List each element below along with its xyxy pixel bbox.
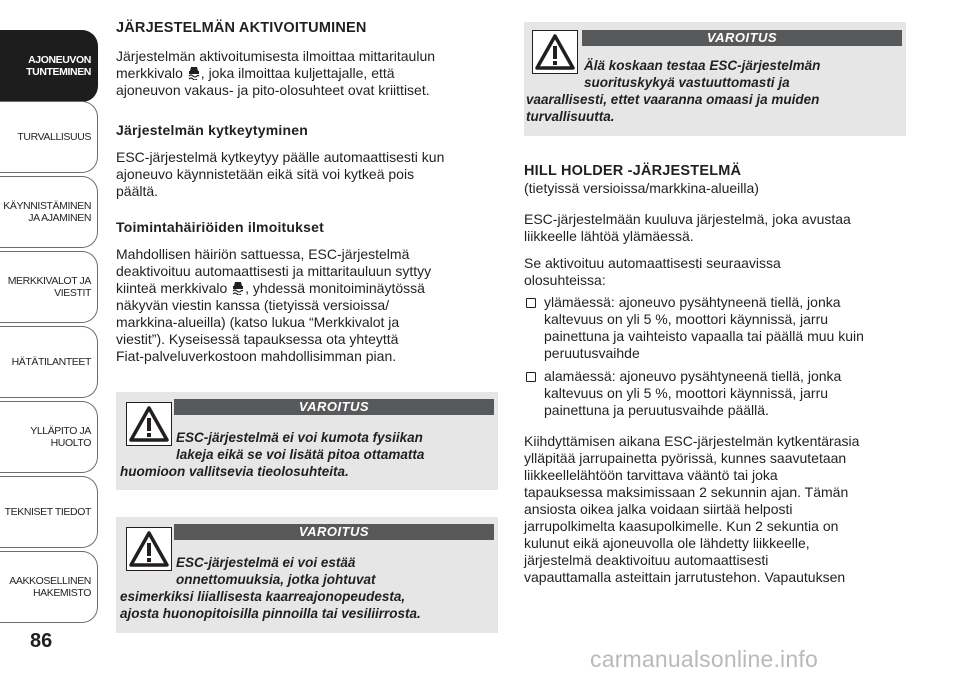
warning-text: huomioon vallitsevia tieolosuhteita. bbox=[120, 464, 349, 479]
intro-line bbox=[116, 65, 395, 82]
subsection-title: Järjestelmän kytkeytyminen bbox=[116, 122, 308, 138]
body-line: Se aktivoituu automaattisesti seuraavissa bbox=[524, 255, 781, 271]
body-line: päältä. bbox=[116, 183, 159, 199]
tab-kaynnistaminen[interactable] bbox=[0, 176, 98, 248]
chapter-sidebar bbox=[0, 0, 100, 678]
tab-tekniset-tiedot[interactable] bbox=[0, 476, 98, 548]
warning-text: ESC-järjestelmä ei voi kumota fysiikan bbox=[176, 430, 423, 445]
esc-warning-light-icon bbox=[231, 281, 245, 295]
list-text: painettuna ja peruutusvaihde päällä. bbox=[544, 402, 769, 418]
warning-text: Älä koskaan testaa ESC-järjestelmän bbox=[584, 58, 821, 73]
page-number: 86 bbox=[30, 630, 53, 652]
body-line: liikkeellelähtöön tarvittava vääntö tai joka bbox=[524, 467, 778, 483]
warning-box bbox=[524, 22, 906, 136]
body-line: ESC-järjestelmään kuuluva järjestelmä, joka avustaa bbox=[524, 211, 851, 227]
checkbox-bullet-icon bbox=[526, 372, 536, 382]
list-text: kaltevuus on yli 5 %, moottori käynnissä, jarru bbox=[544, 311, 829, 327]
tab-turvallisuus[interactable] bbox=[0, 101, 98, 173]
tab-label: TURVALLISUUS bbox=[17, 131, 91, 143]
list-text: peruutusvaihde bbox=[544, 345, 640, 361]
tab-hakemisto[interactable] bbox=[0, 551, 98, 623]
warning-box bbox=[116, 392, 498, 490]
section-note: (tietyissä versioissa/markkina-alueilla) bbox=[524, 180, 759, 196]
warning-triangle-icon bbox=[126, 527, 172, 571]
body-line: näkyvän viestin kanssa (tietyissä versioissa/ bbox=[116, 297, 390, 313]
list-text: ylämäessä: ajoneuvo pysähtyneenä tiellä, jonka bbox=[544, 294, 841, 310]
conditions-list bbox=[524, 294, 914, 419]
body-line: kulunut eikä ajoneuvolla ole lähdetty liikkeelle, bbox=[524, 535, 810, 551]
tab-label: AJONEUVON TUNTEMINEN bbox=[26, 54, 91, 78]
subsection-title: Toimintahäiriöiden ilmoitukset bbox=[116, 219, 324, 235]
list-text: kaltevuus on yli 5 %, moottori käynnissä, jarru bbox=[544, 385, 829, 401]
list-text: alamäessä: ajoneuvo pysähtyneenä tiellä, jonka bbox=[544, 368, 842, 384]
body-line: deaktivoituu automaattisesti ja mittaritauluun syttyy bbox=[116, 263, 432, 279]
warning-text: lakeja eikä se voi lisätä pitoa ottamatta bbox=[176, 447, 425, 462]
warning-box bbox=[116, 517, 498, 633]
list-item bbox=[524, 294, 914, 362]
warning-label: VAROITUS bbox=[582, 30, 902, 46]
tab-label: HÄTÄTILANTEET bbox=[11, 356, 91, 368]
tab-label: MERKKIVALOT JA VIESTIT bbox=[7, 275, 91, 299]
body-line: Mahdollisen häiriön sattuessa, ESC-järjestelmä bbox=[116, 246, 410, 262]
warning-label: VAROITUS bbox=[174, 524, 494, 540]
warning-triangle-icon bbox=[126, 402, 172, 446]
section-title: HILL HOLDER -JÄRJESTELMÄ bbox=[524, 163, 742, 179]
body-line: vapauttamalla asteittain jarrutustehon. Vapautuksen bbox=[524, 569, 846, 585]
body-line: olosuhteissa: bbox=[524, 272, 606, 288]
body-line: ylläpitää jarrupainetta pyörissä, kunnes saavutetaan bbox=[524, 450, 847, 466]
warning-label: VAROITUS bbox=[174, 399, 494, 415]
tab-merkkivalot[interactable] bbox=[0, 251, 98, 323]
body-line: järjestelmä deaktivoituu automaattisesti bbox=[524, 552, 769, 568]
body-line: tapauksessa maksimissaan 2 sekunnin ajan. Tämän bbox=[524, 484, 849, 500]
warning-text: vaarallisesti, ettet vaaranna omaasi ja muiden bbox=[526, 92, 820, 107]
intro-line: ajoneuvon vakaus- ja pito-olosuhteet ovat kriittiset. bbox=[116, 82, 430, 98]
body-line bbox=[116, 280, 425, 297]
body-line: Fiat-palveluverkostoon mahdollisimman pian. bbox=[116, 348, 397, 364]
warning-text: ESC-järjestelmä ei voi estää bbox=[176, 555, 356, 570]
warning-text: esimerkiksi liiallisesta kaarreajonopeudesta, bbox=[120, 589, 406, 604]
intro-line: Järjestelmän aktivoitumisesta ilmoittaa mittaritaulun bbox=[116, 48, 436, 64]
warning-triangle-icon bbox=[532, 30, 578, 74]
body-line: liikkeelle lähtöä ylämäessä. bbox=[524, 228, 694, 244]
watermark: carmanualsonline.info bbox=[590, 646, 818, 672]
body-line: viestit”). Kyseisessä tapauksessa ota yhteyttä bbox=[116, 331, 399, 347]
warning-text: onnettomuuksia, jotka johtuvat bbox=[176, 572, 376, 587]
body-line: markkina-alueilla) (katso lukua “Merkkivalot ja bbox=[116, 314, 400, 330]
warning-text: suorituskykyä vastuuttomasti ja bbox=[584, 75, 790, 90]
warning-text: ajosta huonopitoisilla pinnoilla tai vesiliirrosta. bbox=[120, 606, 421, 621]
body-line: ajoneuvo käynnistetään eikä sitä voi kytkeä pois bbox=[116, 166, 415, 182]
intro-text: merkkivalo bbox=[116, 65, 183, 81]
list-text: painettuna ja vaihteisto vapaalla tai päällä muu kuin bbox=[544, 328, 864, 344]
body-line: Kiihdyttämisen aikana ESC-järjestelmän kytkentärasia bbox=[524, 433, 860, 449]
esc-warning-light-icon bbox=[187, 66, 201, 80]
intro-text: , joka ilmoittaa kuljettajalle, että bbox=[200, 65, 395, 81]
warning-text: turvallisuutta. bbox=[526, 109, 615, 124]
section-title: JÄRJESTELMÄN AKTIVOITUMINEN bbox=[116, 20, 367, 36]
tab-label: TEKNISET TIEDOT bbox=[4, 506, 91, 518]
tab-hatatilanteet[interactable] bbox=[0, 326, 98, 398]
list-item bbox=[524, 368, 914, 419]
body-text: kiinteä merkkivalo bbox=[116, 280, 228, 296]
tab-label: YLLÄPITO JA HUOLTO bbox=[30, 425, 91, 449]
tab-yllapito[interactable] bbox=[0, 401, 98, 473]
body-line: ansiosta oikea jalka voidaan siirtää helposti bbox=[524, 501, 793, 517]
tab-ajoneuvon-tunteminen[interactable] bbox=[0, 30, 98, 102]
tab-label: KÄYNNISTÄMINEN JA AJAMINEN bbox=[3, 200, 91, 224]
body-line: ESC-järjestelmä kytkeytyy päälle automaattisesti kun bbox=[116, 149, 445, 165]
checkbox-bullet-icon bbox=[526, 298, 536, 308]
body-text: , yhdessä monitoiminäytössä bbox=[245, 280, 425, 296]
body-line: jarrupolkimelta kaasupolkimelle. Kun 2 sekuntia on bbox=[524, 518, 839, 534]
tab-label: AAKKOSELLINEN HAKEMISTO bbox=[9, 575, 91, 599]
